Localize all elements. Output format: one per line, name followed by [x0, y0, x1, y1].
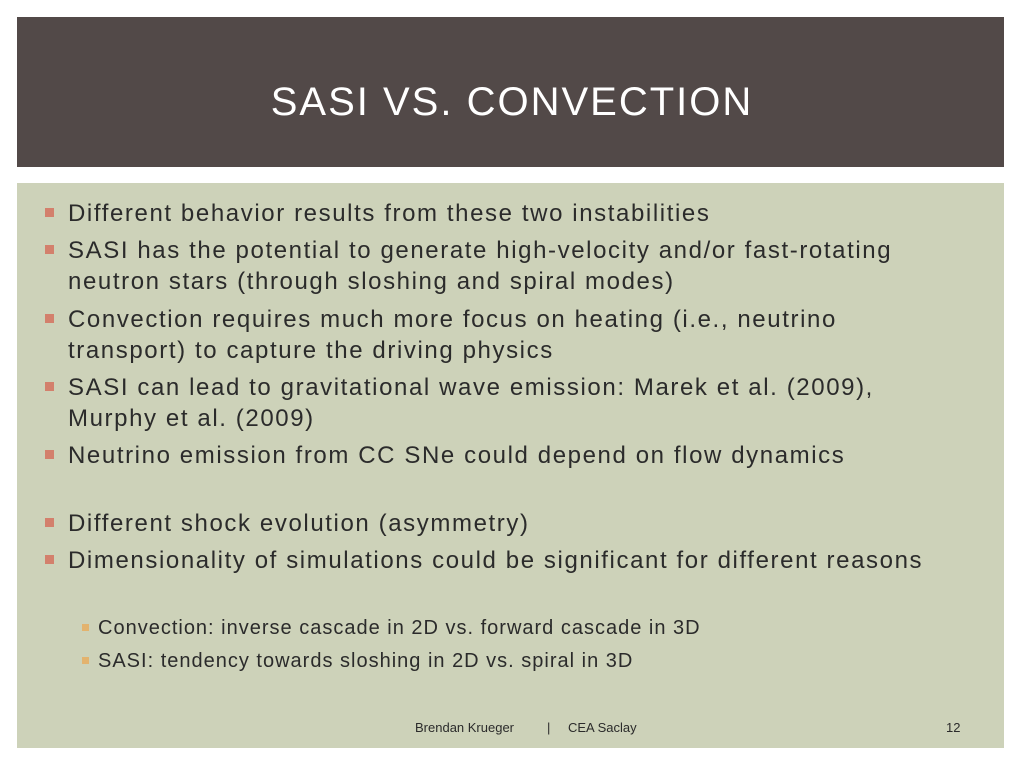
bullet-item	[68, 508, 948, 539]
bullet-text: SASI can lead to gravitational wave emission: Marek et al. (2009), Murphy et al. (2009)	[68, 374, 874, 432]
bullet-item	[68, 440, 948, 471]
bullet-item	[68, 198, 948, 229]
footer-author: Brendan Krueger	[415, 720, 515, 735]
sub-bullet-item	[98, 615, 948, 641]
sub-bullet-item	[98, 648, 948, 674]
bullet-item	[68, 545, 948, 576]
page-number: 12	[946, 720, 961, 735]
bullet-text: Convection requires much more focus on heating (i.e., neutrino transport) to capture the driving physics	[68, 306, 837, 364]
slide-title: SASI VS. CONVECTION	[270, 80, 754, 124]
square-bullet-icon	[45, 382, 54, 391]
square-bullet-icon	[45, 518, 54, 527]
square-bullet-icon	[45, 208, 54, 217]
small-square-bullet-icon	[82, 624, 89, 631]
bullet-item	[68, 235, 948, 297]
bullet-text: Dimensionality of simulations could be significant for different reasons	[68, 547, 924, 574]
bullet-text: Different shock evolution (asymmetry)	[68, 510, 530, 537]
square-bullet-icon	[45, 245, 54, 254]
square-bullet-icon	[45, 555, 54, 564]
bullet-text: Neutrino emission from CC SNe could depend on flow dynamics	[68, 442, 846, 469]
square-bullet-icon	[45, 314, 54, 323]
bullet-item	[68, 304, 948, 366]
bullet-item	[68, 372, 948, 434]
footer-separator: |	[547, 720, 551, 735]
square-bullet-icon	[45, 450, 54, 459]
small-square-bullet-icon	[82, 657, 89, 664]
sub-bullet-text: Convection: inverse cascade in 2D vs. forward cascade in 3D	[98, 617, 701, 639]
bullet-text: Different behavior results from these two instabilities	[68, 200, 711, 227]
sub-bullet-text: SASI: tendency towards sloshing in 2D vs. spiral in 3D	[98, 650, 634, 672]
footer-affiliation: CEA Saclay	[568, 720, 637, 735]
bullet-text: SASI has the potential to generate high-velocity and/or fast-rotating neutron stars (through sloshing and spiral modes)	[68, 237, 893, 295]
